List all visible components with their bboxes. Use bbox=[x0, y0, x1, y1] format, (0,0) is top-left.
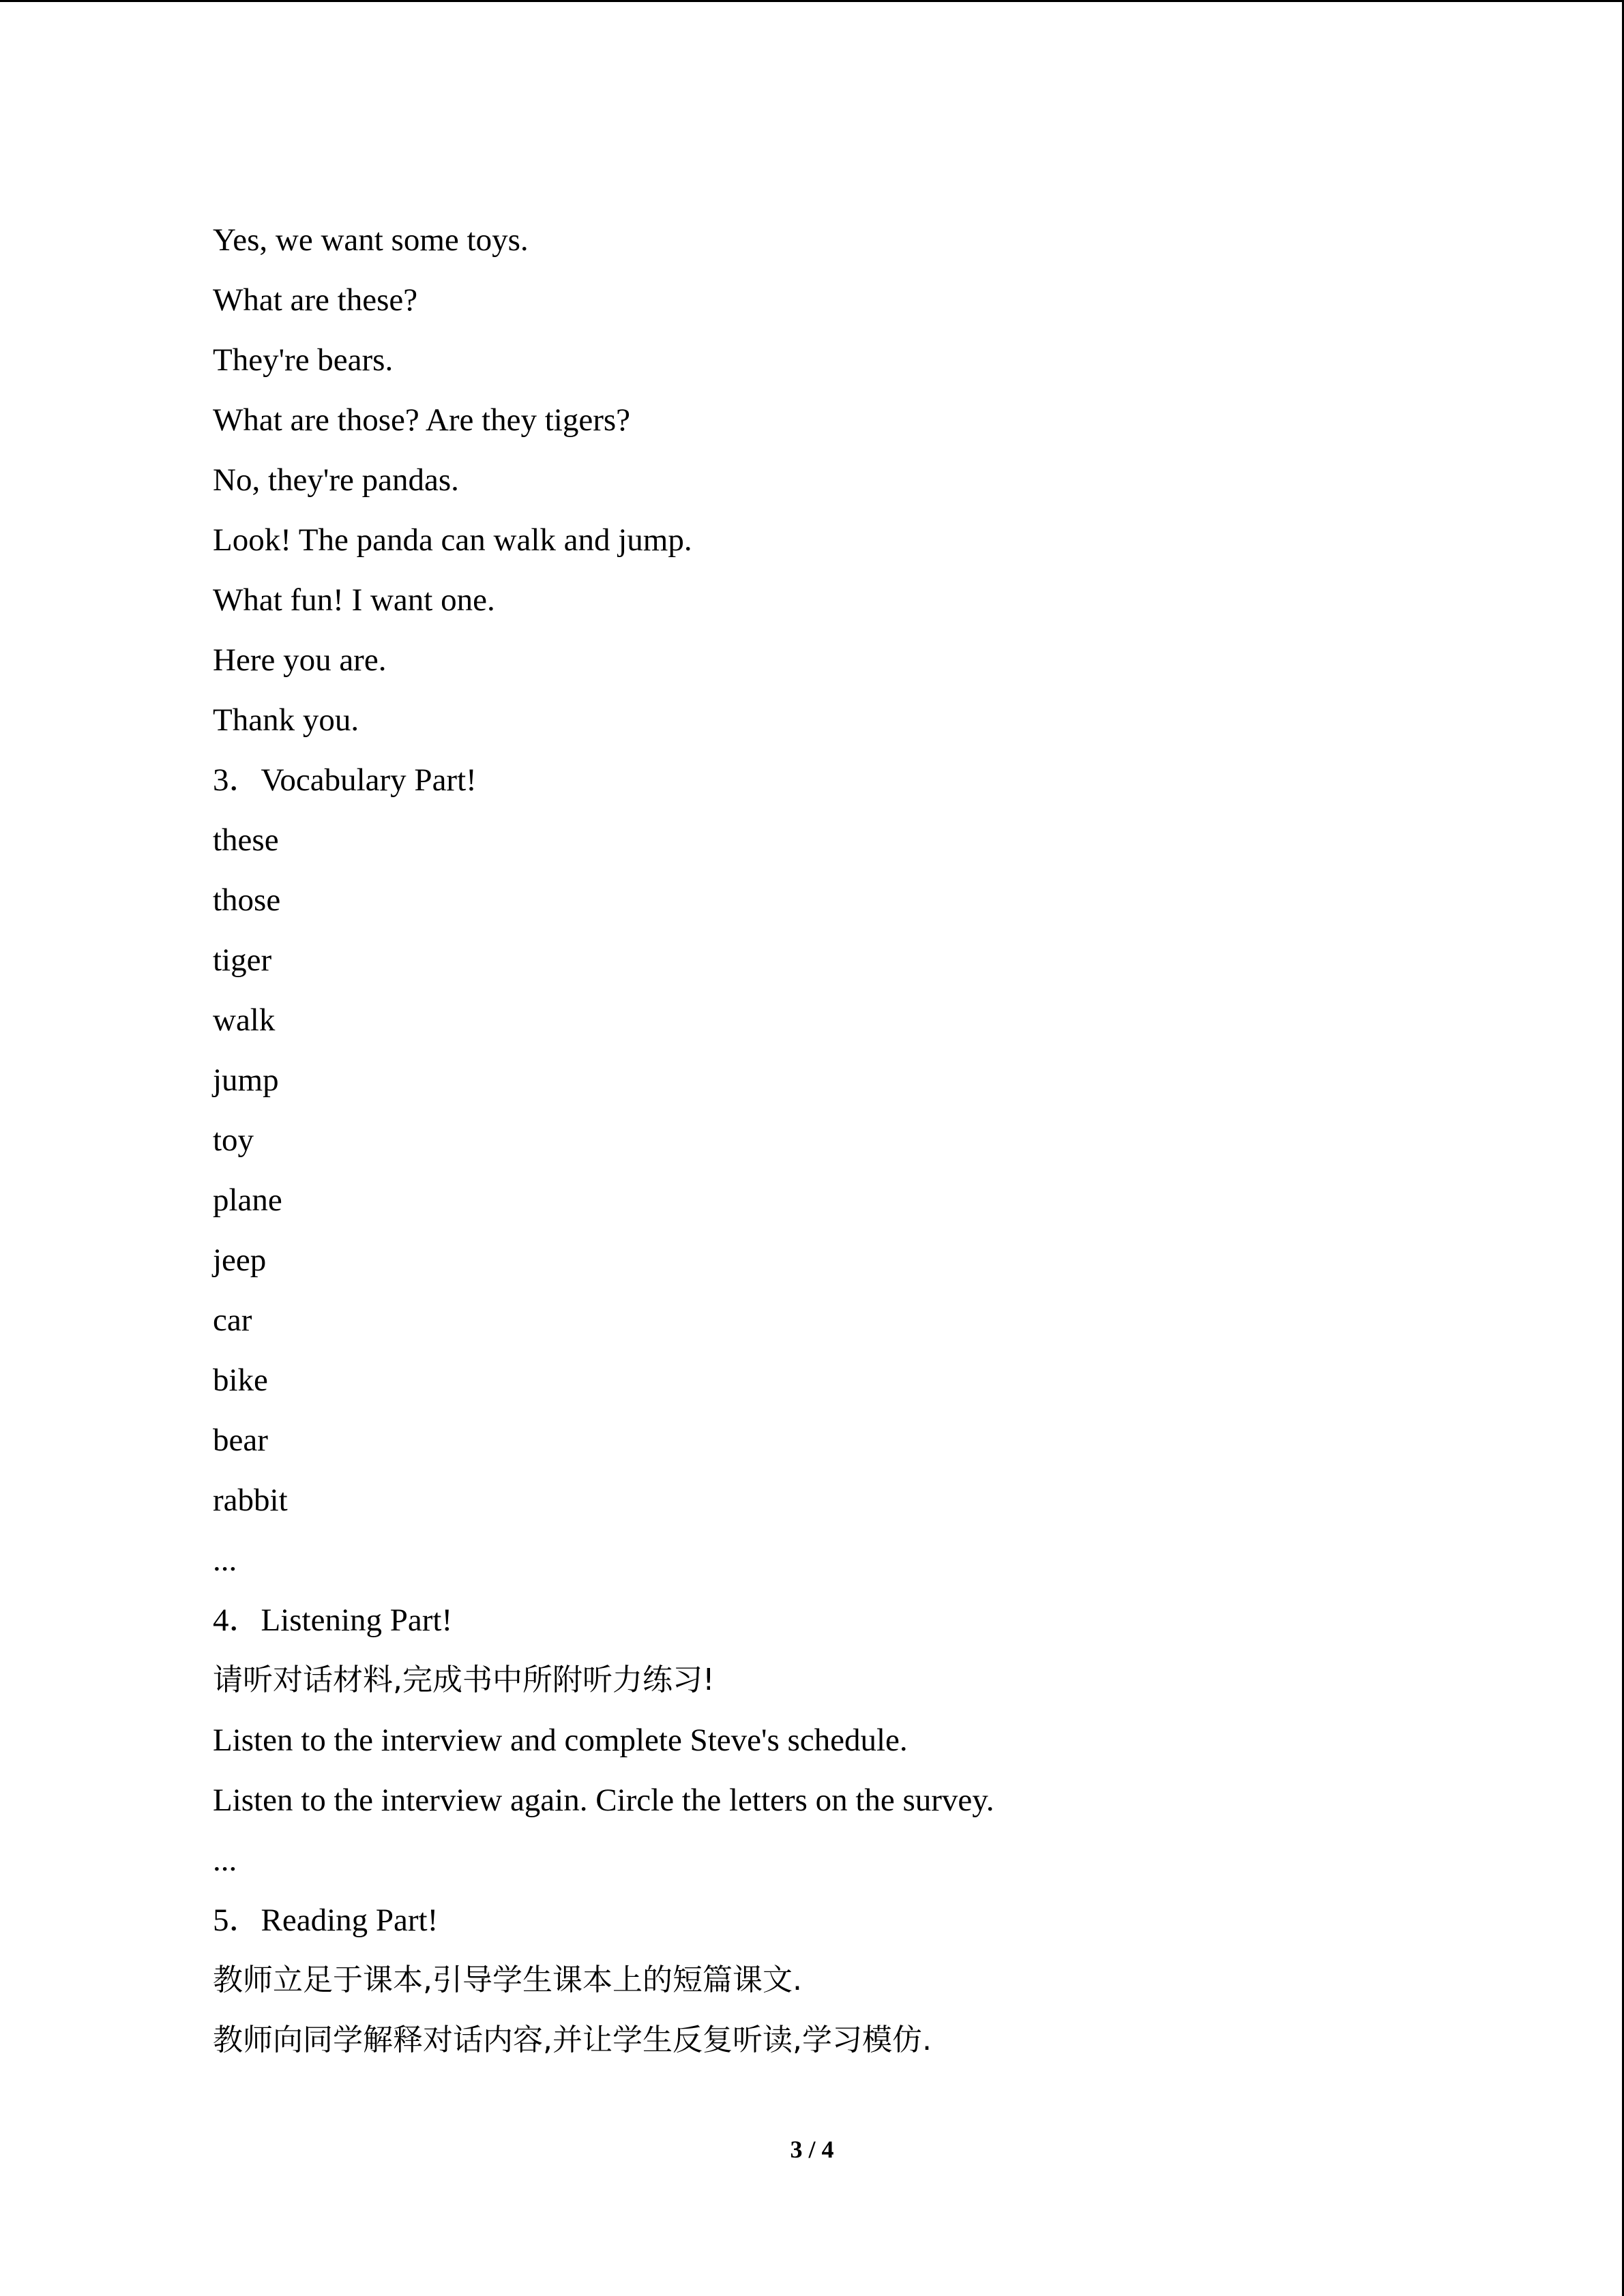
listening-instruction: Listen to the interview again. Circle the letters on the survey. bbox=[213, 1783, 994, 1818]
dialogue-line: Yes, we want some toys. bbox=[213, 222, 529, 258]
ellipsis: ... bbox=[213, 1542, 237, 1578]
dialogue-line: What are those? Are they tigers? bbox=[213, 402, 631, 438]
vocabulary-word: bear bbox=[213, 1422, 268, 1458]
section-heading-vocabulary: 3．Vocabulary Part! bbox=[213, 762, 477, 798]
reading-instruction-chinese: 教师向同学解释对话内容,并让学生反复听读,学习模仿. bbox=[213, 2023, 932, 2057]
dialogue-line: Look! The panda can walk and jump. bbox=[213, 522, 692, 558]
page-number: 3 / 4 bbox=[790, 2136, 834, 2163]
section-heading-listening: 4．Listening Part! bbox=[213, 1602, 453, 1638]
vocabulary-word: tiger bbox=[213, 942, 272, 978]
vocabulary-word: bike bbox=[213, 1362, 268, 1398]
vocabulary-word: these bbox=[213, 822, 279, 858]
dialogue-line: No, they're pandas. bbox=[213, 462, 459, 498]
listening-instruction-chinese: 请听对话材料,完成书中所附听力练习! bbox=[213, 1663, 715, 1697]
listening-instruction: Listen to the interview and complete Steve's schedule. bbox=[213, 1723, 908, 1758]
section-heading-reading: 5．Reading Part! bbox=[213, 1903, 439, 1938]
vocabulary-word: jeep bbox=[213, 1242, 267, 1278]
page-content bbox=[213, 217, 1509, 2077]
dialogue-line: Here you are. bbox=[213, 642, 387, 678]
dialogue-line: Thank you. bbox=[213, 702, 359, 738]
dialogue-line: They're bears. bbox=[213, 342, 394, 378]
vocabulary-word: walk bbox=[213, 1002, 276, 1038]
dialogue-line: What are these? bbox=[213, 282, 418, 318]
dialogue-line: What fun! I want one. bbox=[213, 582, 495, 618]
vocabulary-word: jump bbox=[213, 1062, 279, 1098]
reading-instruction-chinese: 教师立足于课本,引导学生课本上的短篇课文. bbox=[213, 1963, 802, 1997]
vocabulary-word: rabbit bbox=[213, 1482, 288, 1518]
ellipsis: ... bbox=[213, 1843, 237, 1878]
vocabulary-word: plane bbox=[213, 1182, 282, 1218]
vocabulary-word: car bbox=[213, 1302, 252, 1338]
vocabulary-word: toy bbox=[213, 1122, 254, 1158]
vocabulary-word: those bbox=[213, 882, 281, 918]
